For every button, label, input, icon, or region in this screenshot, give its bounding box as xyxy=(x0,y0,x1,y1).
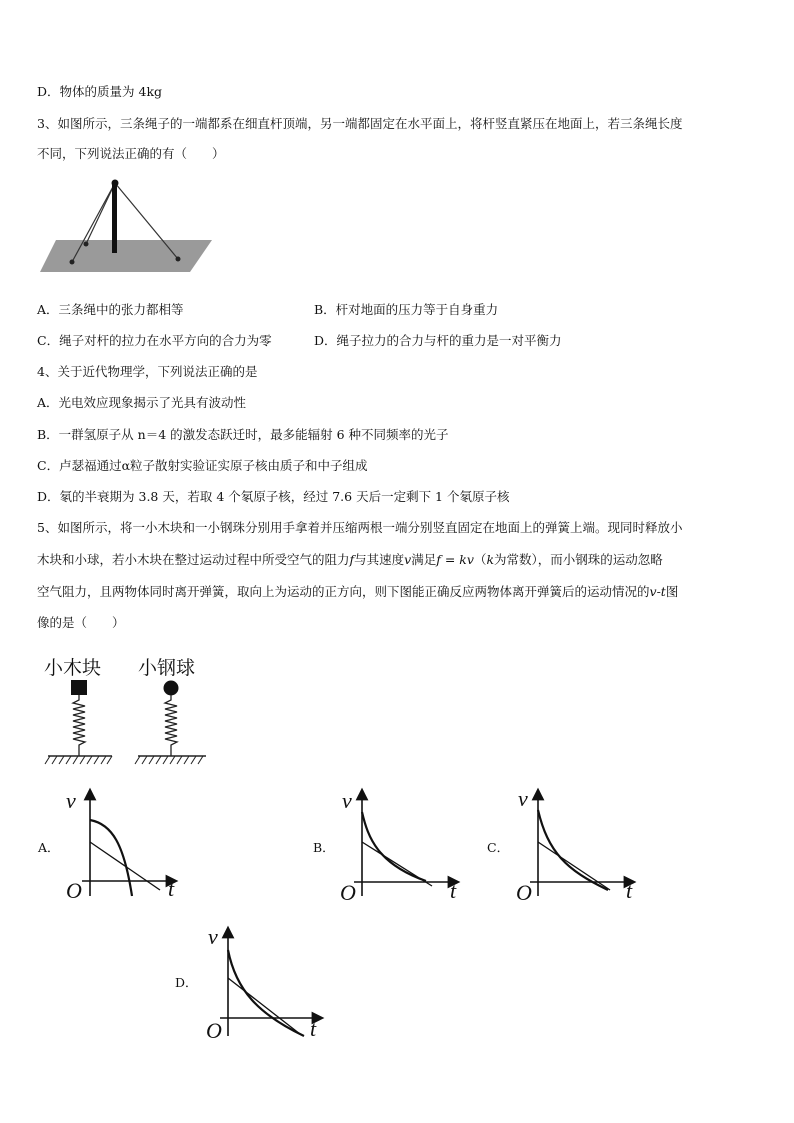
origin-label: O xyxy=(516,880,532,904)
q2-option-d: D．物体的质量为 4kg xyxy=(37,84,163,99)
rod-top-knot xyxy=(112,180,119,187)
q5-option-c-label: C． xyxy=(487,840,510,855)
q5-stem-line2-part-b: 与其速度 xyxy=(354,552,405,567)
q5-formula: f = kv xyxy=(436,552,474,567)
q3-option-a: A．三条绳中的张力都相等 xyxy=(37,302,184,317)
q5-stem-line2-part-a: 木块和小球，若小木块在整过运动过程中所受空气的阻力 xyxy=(37,552,350,567)
origin-label: O xyxy=(206,1018,222,1043)
origin-label: O xyxy=(66,878,82,903)
q3-option-b: B．杆对地面的压力等于自身重力 xyxy=(314,302,499,317)
q3-stem-line1: 3、如图所示，三条绳子的一端都系在细直杆顶端，另一端都固定在水平面上，将杆竖直紧压在地面上，若三条绳长度 xyxy=(37,116,683,131)
rope-2 xyxy=(86,183,115,244)
axis-label-v: v xyxy=(66,788,76,813)
wood-block xyxy=(71,680,87,695)
q5-springs-figure xyxy=(40,650,220,770)
q5-graph-c xyxy=(510,786,645,904)
axis-label-t: t xyxy=(450,878,457,903)
origin-label: O xyxy=(340,880,356,904)
label-wood-block: 小木块 xyxy=(44,658,102,679)
q5-stem-line3-part-a: 空气阻力，且两物体同时离开弹簧，取向上为运动的正方向，则下图能正确反应两物体离开弹簧后的运动情况的 xyxy=(37,584,650,599)
axis-label-v: v xyxy=(208,924,218,949)
q5-stem-line2-part-d: （ xyxy=(473,552,487,567)
q5-stem-line1: 5、如图所示，将一小木块和一小钢珠分别用手拿着并压缩两根一端分别竖直固定在地面上的弹簧上端。现同时释放小 xyxy=(37,520,683,535)
rope-anchor-1 xyxy=(70,260,75,265)
q3-stem-line2: 不同，下列说法正确的有（ ） xyxy=(37,146,225,161)
rope-anchor-3 xyxy=(176,257,181,262)
q5-var-vt: v-t xyxy=(649,584,666,599)
rope-anchor-2 xyxy=(84,242,89,247)
q3-option-c: C．绳子对杆的拉力在水平方向的合力为零 xyxy=(37,333,272,348)
q5-var-k: k xyxy=(486,552,495,567)
ground-left-hatch xyxy=(45,756,112,764)
line-steel xyxy=(362,842,432,886)
rod xyxy=(112,183,117,253)
spring-left xyxy=(73,695,85,756)
q5-var-v: v xyxy=(404,552,412,567)
curve-wood xyxy=(228,950,304,1036)
steel-ball xyxy=(164,681,179,696)
ground-right-hatch xyxy=(135,756,203,764)
q5-stem-line3-part-b: 图 xyxy=(665,584,679,599)
axis-label-t: t xyxy=(626,878,633,903)
q3-option-d: D．绳子拉力的合力与杆的重力是一对平衡力 xyxy=(314,333,562,348)
q5-graph-a xyxy=(60,786,185,904)
q3-rod-ropes-figure xyxy=(38,178,214,276)
q5-option-d-label: D． xyxy=(175,975,198,990)
q5-stem-line3 xyxy=(37,584,678,600)
curve-wood xyxy=(362,812,426,881)
axis-label-t: t xyxy=(168,876,175,901)
q5-stem-line2-part-e: 为常数），而小钢珠的运动忽略 xyxy=(494,552,663,567)
spring-right xyxy=(165,695,177,756)
label-steel-ball: 小钢球 xyxy=(138,658,196,679)
q4-option-a: A．光电效应现象揭示了光具有波动性 xyxy=(37,395,247,410)
q5-stem-line2-part-c: 满足 xyxy=(411,552,437,567)
q5-var-f: f xyxy=(349,552,355,567)
q4-option-b: B．一群氢原子从 n＝4 的激发态跃迁时，最多能辐射 6 种不同频率的光子 xyxy=(37,427,449,442)
axis-label-v: v xyxy=(518,786,528,811)
line-steel xyxy=(228,978,300,1034)
curve-wood xyxy=(538,810,608,890)
ground-plane xyxy=(40,240,212,272)
q5-graph-d xyxy=(200,924,335,1044)
q5-stem-line4: 像的是（ ） xyxy=(37,615,125,630)
q4-stem: 4、关于近代物理学，下列说法正确的是 xyxy=(37,364,258,379)
q4-option-d: D．氡的半衰期为 3.8 天，若取 4 个氡原子核，经过 7.6 天后一定剩下 1 个氡原子核 xyxy=(37,489,510,504)
q5-graph-b xyxy=(336,786,471,904)
q5-stem-line2 xyxy=(37,552,663,568)
axis-label-v: v xyxy=(342,788,352,813)
curve-wood xyxy=(90,820,132,896)
line-steel xyxy=(90,842,160,890)
q5-option-b-label: B． xyxy=(313,840,335,855)
axis-label-t: t xyxy=(310,1016,317,1041)
q4-option-c: C．卢瑟福通过α粒子散射实验证实原子核由质子和中子组成 xyxy=(37,458,368,473)
q5-option-a-label: A． xyxy=(38,840,60,855)
